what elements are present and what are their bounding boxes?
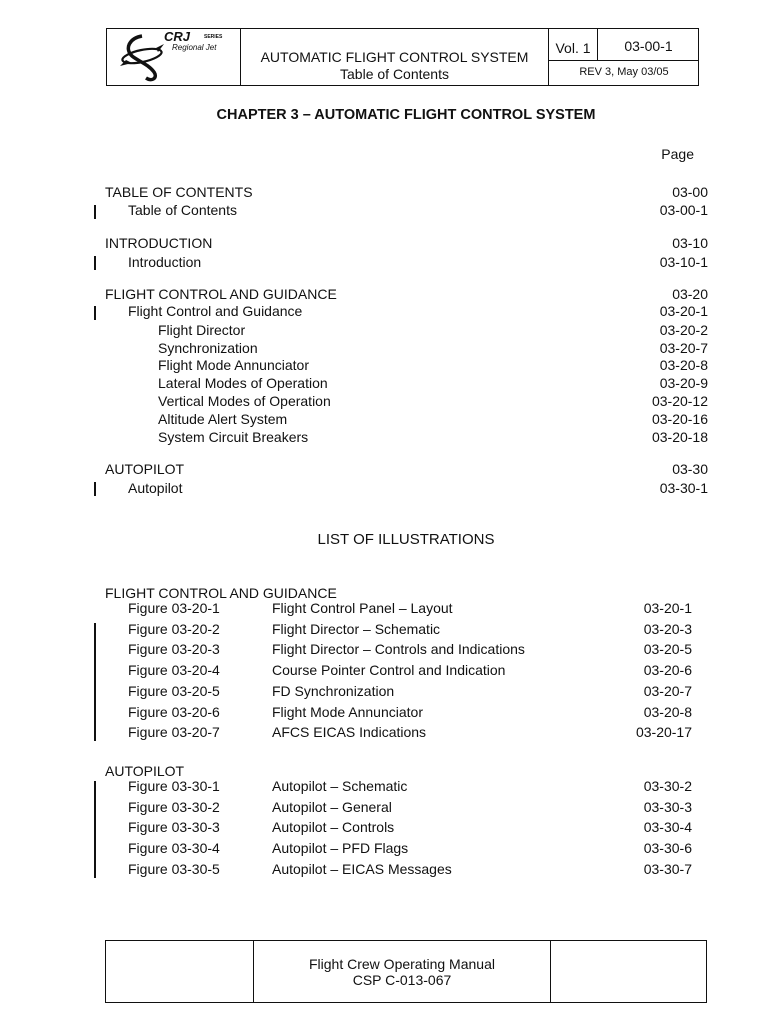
toc-entry-label: Synchronization bbox=[158, 340, 258, 356]
figure-number: Figure 03-20-2 bbox=[128, 621, 220, 637]
figure-number: Figure 03-20-1 bbox=[128, 600, 220, 616]
logo-subtitle: Regional Jet bbox=[172, 43, 217, 52]
toc-entry-label: Vertical Modes of Operation bbox=[158, 393, 331, 409]
figure-page: 03-30-4 bbox=[643, 819, 692, 835]
figure-number: Figure 03-30-3 bbox=[128, 819, 220, 835]
change-bar bbox=[94, 781, 96, 878]
figure-title: Autopilot – General bbox=[272, 799, 392, 815]
toc-entry-page: 03-20-7 bbox=[659, 340, 708, 356]
toc-entry-page: 03-30-1 bbox=[659, 480, 708, 496]
figure-page: 03-20-5 bbox=[643, 641, 692, 657]
figure-page: 03-30-2 bbox=[643, 778, 692, 794]
footer-divider-right bbox=[550, 940, 551, 1003]
figure-title: Flight Control Panel – Layout bbox=[272, 600, 453, 616]
figure-number: Figure 03-20-6 bbox=[128, 704, 220, 720]
figure-title: FD Synchronization bbox=[272, 683, 395, 699]
toc-entry-label: Altitude Alert System bbox=[158, 411, 288, 427]
toc-entry-label: AUTOPILOT bbox=[105, 461, 185, 477]
footer-document-code: CSP C-013-067 bbox=[352, 972, 452, 988]
header-revision: REV 3, May 03/05 bbox=[579, 66, 669, 78]
page-column-label: Page bbox=[661, 146, 694, 162]
figure-title: Course Pointer Control and Indication bbox=[272, 662, 506, 678]
toc-entry-page: 03-20-18 bbox=[651, 429, 708, 445]
toc-entry-page: 03-20-1 bbox=[659, 303, 708, 319]
figure-number: Figure 03-20-7 bbox=[128, 724, 220, 740]
figure-page: 03-20-3 bbox=[643, 621, 692, 637]
change-bar bbox=[94, 256, 96, 270]
figure-number: Figure 03-20-5 bbox=[128, 683, 220, 699]
change-bar bbox=[94, 623, 96, 741]
toc-entry-page: 03-10 bbox=[672, 235, 708, 251]
header-volume: Vol. 1 bbox=[555, 40, 591, 56]
change-bar bbox=[94, 306, 96, 320]
toc-entry-page: 03-20 bbox=[672, 286, 708, 302]
figure-title: AFCS EICAS Indications bbox=[272, 724, 427, 740]
change-bar bbox=[94, 482, 96, 496]
figure-title: Flight Director – Schematic bbox=[272, 621, 441, 637]
figure-title: Autopilot – EICAS Messages bbox=[272, 861, 452, 877]
toc-entry-page: 03-20-9 bbox=[659, 375, 708, 391]
toc-entry-label: INTRODUCTION bbox=[105, 235, 213, 251]
figure-number: Figure 03-30-4 bbox=[128, 840, 220, 856]
illustration-group-heading: FLIGHT CONTROL AND GUIDANCE bbox=[105, 585, 337, 601]
figure-number: Figure 03-30-2 bbox=[128, 799, 220, 815]
figure-number: Figure 03-30-1 bbox=[128, 778, 220, 794]
logo-series: SERIES bbox=[204, 34, 223, 40]
toc-entry-page: 03-20-2 bbox=[659, 322, 708, 338]
figure-number: Figure 03-30-5 bbox=[128, 861, 220, 877]
toc-entry-page: 03-00 bbox=[672, 184, 708, 200]
toc-entry-label: Autopilot bbox=[128, 480, 183, 496]
figure-title: Autopilot – PFD Flags bbox=[272, 840, 409, 856]
header-page-id: 03-00-1 bbox=[624, 38, 673, 54]
figure-title: Flight Director – Controls and Indications bbox=[272, 641, 525, 657]
toc-entry-page: 03-20-16 bbox=[651, 411, 708, 427]
figure-title: Autopilot – Controls bbox=[272, 819, 395, 835]
header-subtitle: Table of Contents bbox=[340, 66, 449, 82]
figure-page: 03-20-7 bbox=[643, 683, 692, 699]
figure-title: Flight Mode Annunciator bbox=[272, 704, 423, 720]
toc-entry-label: FLIGHT CONTROL AND GUIDANCE bbox=[105, 286, 337, 302]
illustrations-list bbox=[0, 570, 768, 890]
figure-page: 03-30-3 bbox=[643, 799, 692, 815]
chapter-title: CHAPTER 3 – AUTOMATIC FLIGHT CONTROL SYSTEM bbox=[216, 107, 596, 123]
toc-entry-page: 03-30 bbox=[672, 461, 708, 477]
figure-page: 03-20-8 bbox=[643, 704, 692, 720]
toc-entry-label: System Circuit Breakers bbox=[158, 429, 309, 445]
figure-number: Figure 03-20-3 bbox=[128, 641, 220, 657]
toc-entry-page: 03-20-8 bbox=[659, 357, 708, 373]
illustration-group-heading: AUTOPILOT bbox=[105, 763, 185, 779]
figure-title: Autopilot – Schematic bbox=[272, 778, 408, 794]
toc-entry-label: TABLE OF CONTENTS bbox=[105, 184, 253, 200]
figure-page: 03-20-17 bbox=[635, 724, 692, 740]
toc-entry-label: Flight Director bbox=[158, 322, 246, 338]
toc-entry-label: Table of Contents bbox=[128, 202, 237, 218]
figure-page: 03-20-6 bbox=[643, 662, 692, 678]
toc-entry-page: 03-10-1 bbox=[659, 254, 708, 270]
footer-manual-title: Flight Crew Operating Manual bbox=[309, 956, 495, 972]
logo-text: CRJ bbox=[164, 29, 191, 44]
figure-page: 03-20-1 bbox=[643, 600, 692, 616]
illustrations-title: LIST OF ILLUSTRATIONS bbox=[317, 531, 495, 548]
change-bar bbox=[94, 205, 96, 219]
toc-entry-label: Lateral Modes of Operation bbox=[158, 375, 328, 391]
toc-entry-label: Flight Mode Annunciator bbox=[158, 357, 309, 373]
toc-entry-page: 03-20-12 bbox=[651, 393, 708, 409]
toc-entry-page: 03-00-1 bbox=[659, 202, 708, 218]
figure-page: 03-30-7 bbox=[643, 861, 692, 877]
figure-number: Figure 03-20-4 bbox=[128, 662, 220, 678]
header-title: AUTOMATIC FLIGHT CONTROL SYSTEM bbox=[260, 49, 529, 65]
toc-entry-label: Introduction bbox=[128, 254, 202, 270]
figure-page: 03-30-6 bbox=[643, 840, 692, 856]
toc-entry-label: Flight Control and Guidance bbox=[128, 303, 303, 319]
